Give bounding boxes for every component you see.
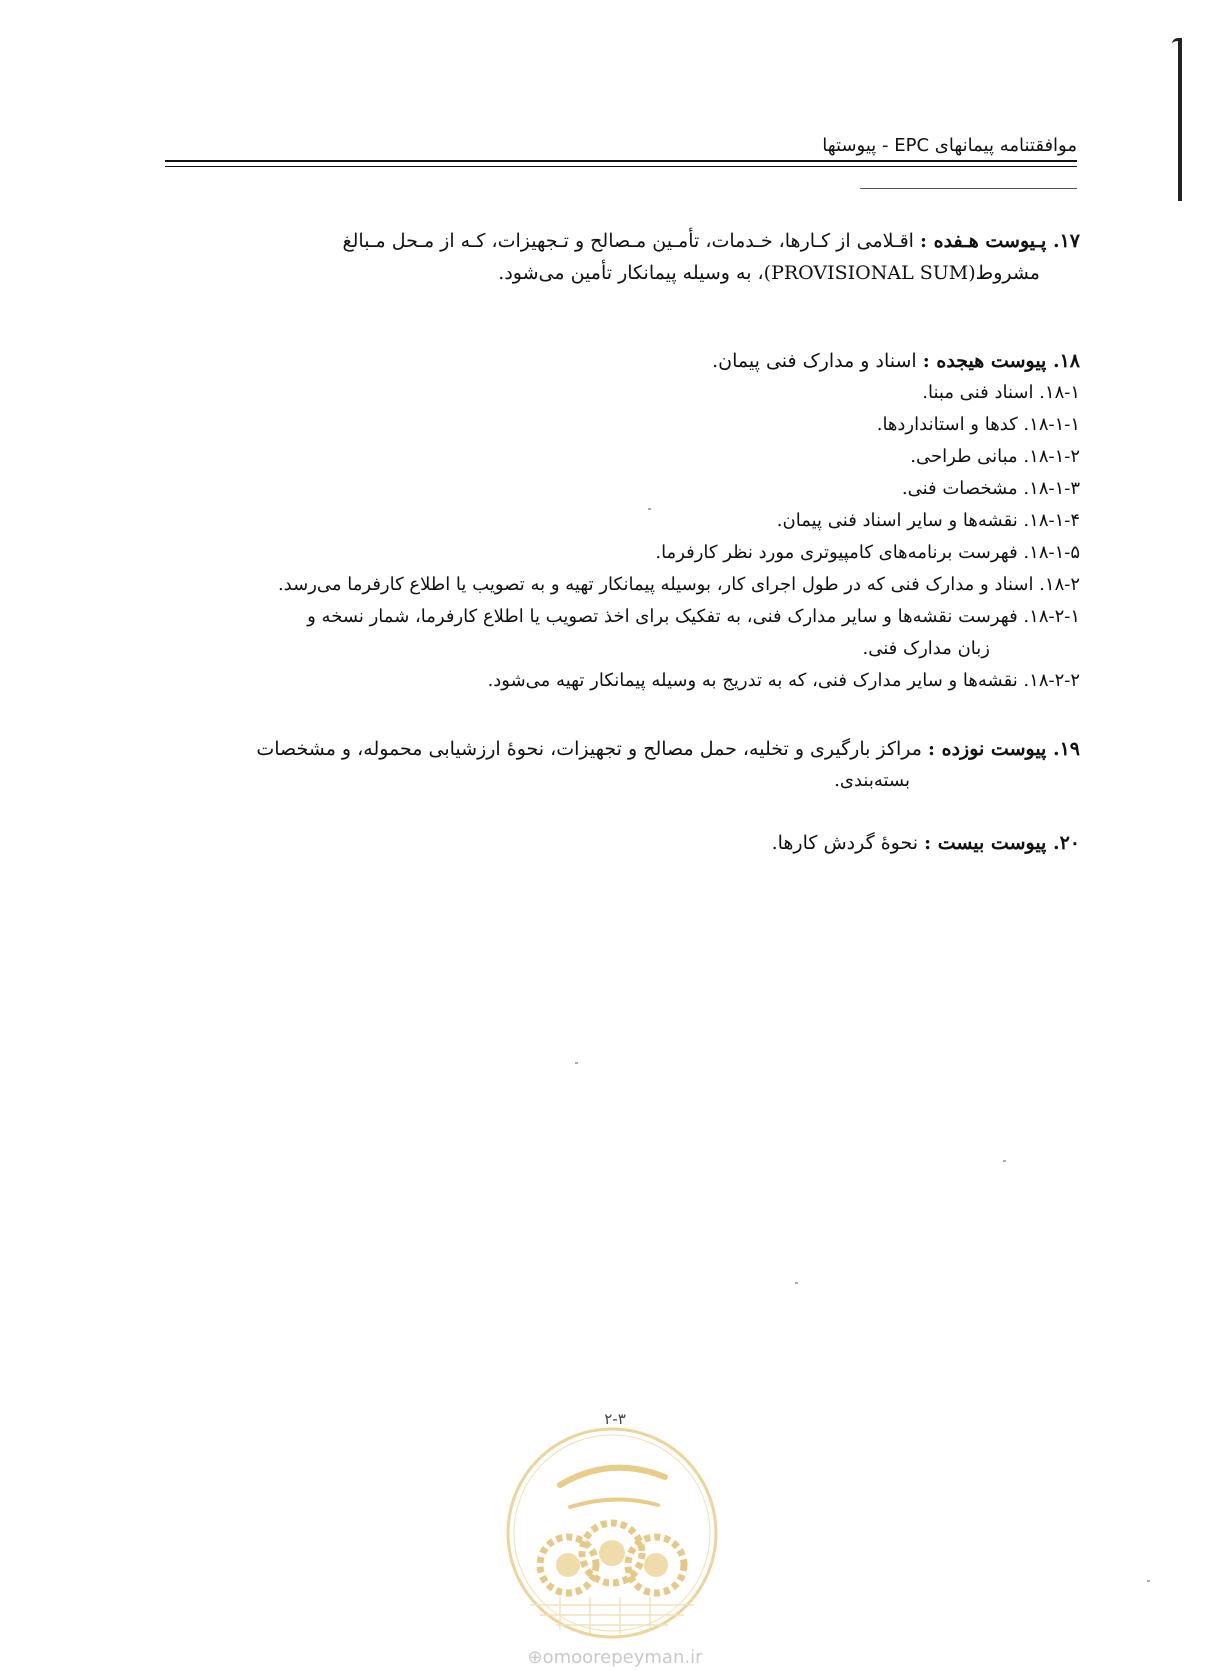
item-continuation: بسته‌بندی. bbox=[834, 770, 910, 791]
item-label: ۱۸. پیوست هیجده : bbox=[922, 350, 1080, 372]
appendix-item-18 bbox=[150, 345, 1080, 377]
item-continuation: مشروط(PROVISIONAL SUM)، به وسیله پیمانکار تأمین می‌شود. bbox=[498, 262, 1040, 284]
scan-speck bbox=[648, 508, 651, 510]
item-label: ۲۰. پیوست بیست : bbox=[924, 832, 1080, 854]
sub-item: ۱۸-۱-۴. نقشه‌ها و سایر اسناد فنی پیمان. bbox=[776, 510, 1080, 531]
scan-speck bbox=[1147, 1580, 1150, 1582]
header-rule bbox=[165, 160, 1077, 162]
item-label: ۱۹. پیوست نوزده : bbox=[927, 738, 1080, 760]
scan-speck bbox=[575, 1062, 578, 1064]
document-body bbox=[150, 225, 1080, 859]
sub-item: ۱۸-۱-۱. کدها و استانداردها. bbox=[876, 414, 1080, 435]
scan-speck bbox=[795, 1282, 798, 1284]
header-rule-short bbox=[860, 188, 1077, 189]
sub-item: ۱۸-۲. اسناد و مدارک فنی که در طول اجرای کار، بوسیله پیمانکار تهیه و به تصویب یا اطلاع کارفرما می‌رسد. bbox=[277, 574, 1080, 595]
item-text: اسناد و مدارک فنی پیمان. bbox=[712, 350, 923, 372]
page-number: ۲-۳ bbox=[604, 1410, 626, 1428]
scan-speck bbox=[1003, 1160, 1006, 1162]
site-text: omoorepeyman.ir bbox=[542, 1647, 703, 1668]
header-rule-thin bbox=[165, 166, 1077, 167]
sub-item: ۱۸-۲-۱. فهرست نقشه‌ها و سایر مدارک فنی، به تفکیک برای اخذ تصویب یا اطلاع کارفرما، شمار نسخه و bbox=[307, 606, 1080, 627]
running-header: موافقتنامه پیمانهای EPC - پیوستها bbox=[822, 135, 1077, 156]
watermark-site bbox=[465, 1647, 765, 1668]
sub-item-continuation: زبان مدارک فنی. bbox=[862, 638, 990, 659]
sub-item: ۱۸-۱-۲. مبانی طراحی. bbox=[910, 446, 1080, 467]
appendix-item-20 bbox=[150, 827, 1080, 859]
globe-icon: ⊕ bbox=[527, 1647, 543, 1668]
watermark-seal-icon bbox=[490, 1415, 734, 1645]
item-label: ۱۷. پـیوست هـفده : bbox=[920, 230, 1080, 252]
sub-item: ۱۸-۱. اسناد فنی مبنا. bbox=[922, 382, 1080, 403]
item-text: مراکز بارگیری و تخلیه، حمل مصالح و تجهیزات، نحوهٔ ارزشیابی محموله، و مشخصات bbox=[256, 738, 928, 760]
scan-edge-mark bbox=[1172, 38, 1182, 201]
sub-item: ۱۸-۱-۵. فهرست برنامه‌های کامپیوتری مورد نظر کارفرما. bbox=[655, 542, 1080, 563]
appendix-item-17 bbox=[150, 225, 1080, 257]
item-text: اقـلامی از کـارها، خـدمات، تأمـین مـصالح و تـجهیزات، کـه از مـحل مـبالغ bbox=[342, 230, 920, 252]
item-text: نحوهٔ گردش کارها. bbox=[771, 832, 925, 854]
sub-item: ۱۸-۲-۲. نقشه‌ها و سایر مدارک فنی، که به تدریج به وسیله پیمانکار تهیه می‌شود. bbox=[487, 670, 1080, 691]
appendix-item-19 bbox=[150, 733, 1080, 765]
sub-item: ۱۸-۱-۳. مشخصات فنی. bbox=[901, 478, 1080, 499]
